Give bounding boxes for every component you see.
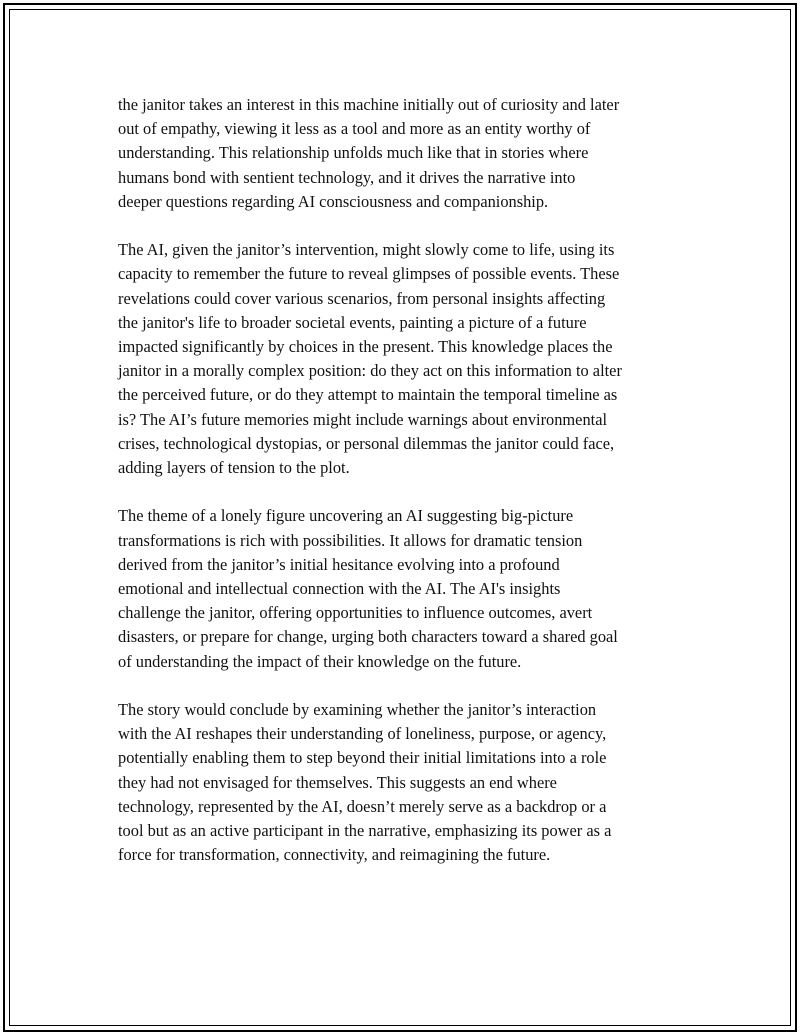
text-line: The AI, given the janitor’s intervention, might slowly come to life, using its bbox=[118, 240, 615, 260]
text-line: understanding. This relationship unfolds much like that in stories where bbox=[118, 143, 589, 163]
text-line: capacity to remember the future to reveal glimpses of possible events. These bbox=[118, 264, 620, 284]
text-line: derived from the janitor’s initial hesitance evolving into a profound bbox=[118, 554, 560, 574]
text-line: is? The AI’s future memories might include warnings about environmental bbox=[118, 409, 608, 429]
text-line: transformations is rich with possibilities. It allows for dramatic tension bbox=[118, 530, 583, 550]
text-line: of understanding the impact of their knowledge on the future. bbox=[118, 651, 522, 671]
paragraph-4 bbox=[118, 698, 688, 867]
text-line: disasters, or prepare for change, urging both characters toward a shared goal bbox=[118, 627, 618, 647]
text-line: The story would conclude by examining whether the janitor’s interaction bbox=[118, 700, 597, 720]
text-line: out of empathy, viewing it less as a tool and more as an entity worthy of bbox=[118, 119, 591, 139]
paragraph-3 bbox=[118, 504, 688, 673]
document-body bbox=[118, 93, 688, 892]
text-line: force for transformation, connectivity, and reimagining the future. bbox=[118, 845, 551, 865]
text-line: The theme of a lonely figure uncovering an AI suggesting big-picture bbox=[118, 506, 574, 526]
text-line: the janitor's life to broader societal events, painting a picture of a future bbox=[118, 312, 587, 332]
text-line: potentially enabling them to step beyond their initial limitations into a role bbox=[118, 748, 607, 768]
text-line: crises, technological dystopias, or personal dilemmas the janitor could face, bbox=[118, 433, 615, 453]
text-line: adding layers of tension to the plot. bbox=[118, 458, 350, 478]
text-line: with the AI reshapes their understanding of loneliness, purpose, or agency, bbox=[118, 724, 607, 744]
text-line: impacted significantly by choices in the present. This knowledge places the bbox=[118, 337, 613, 357]
text-line: revelations could cover various scenarios, from personal insights affecting bbox=[118, 288, 606, 308]
paragraph-1 bbox=[118, 93, 688, 214]
text-line: emotional and intellectual connection with the AI. The AI's insights bbox=[118, 579, 561, 599]
text-line: challenge the janitor, offering opportunities to influence outcomes, avert bbox=[118, 603, 593, 623]
text-line: the perceived future, or do they attempt to maintain the temporal timeline as bbox=[118, 385, 618, 405]
text-line: technology, represented by the AI, doesn’t merely serve as a backdrop or a bbox=[118, 796, 607, 816]
text-line: deeper questions regarding AI consciousness and companionship. bbox=[118, 191, 549, 211]
text-line: janitor in a morally complex position: do they act on this information to alter bbox=[118, 361, 622, 381]
text-line: humans bond with sentient technology, and it drives the narrative into bbox=[118, 167, 576, 187]
text-line: the janitor takes an interest in this machine initially out of curiosity and later bbox=[118, 95, 620, 114]
paragraph-2 bbox=[118, 238, 688, 480]
text-line: they had not envisaged for themselves. This suggests an end where bbox=[118, 772, 557, 792]
text-line: tool but as an active participant in the narrative, emphasizing its power as a bbox=[118, 821, 612, 841]
